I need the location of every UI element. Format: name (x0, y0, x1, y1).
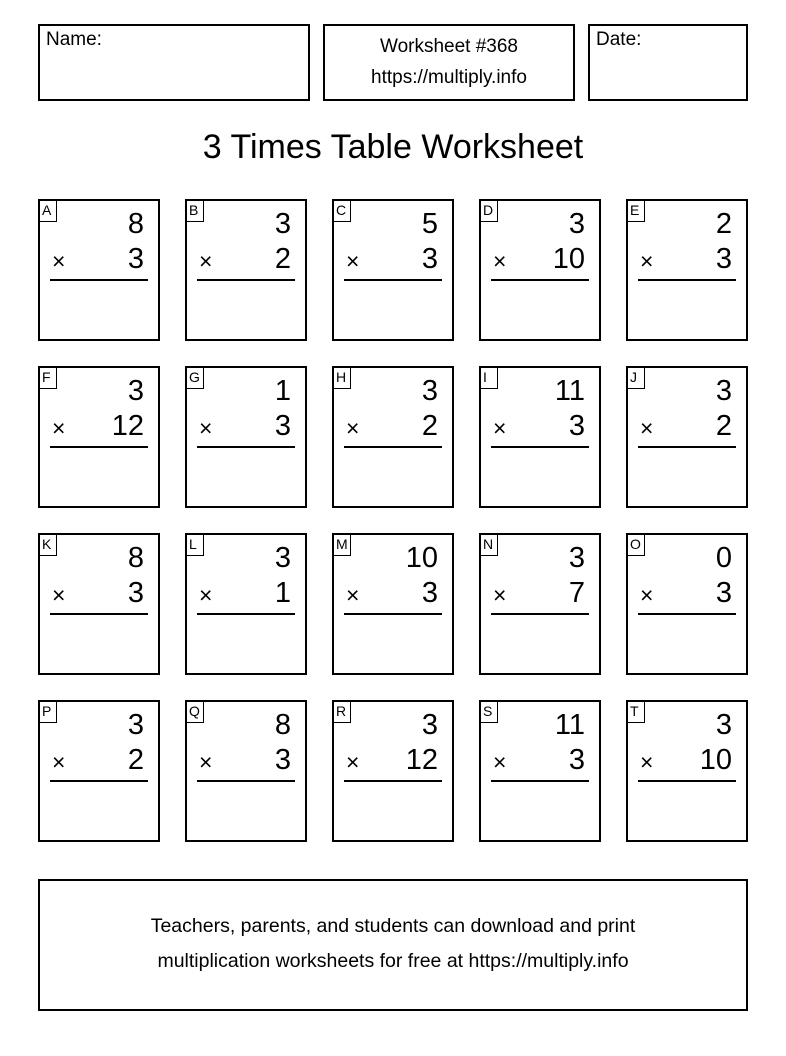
problem-letter: I (481, 368, 498, 389)
problem-multiplicand: 3 (127, 375, 144, 407)
problem-multiplicand: 3 (421, 375, 438, 407)
answer-line (197, 780, 295, 782)
times-sign: × (52, 248, 66, 274)
problem-multiplier: 2 (127, 744, 144, 776)
answer-line (50, 446, 148, 448)
footer-box (38, 879, 748, 1011)
name-label: Name: (46, 29, 102, 50)
times-sign: × (199, 749, 213, 775)
problem-multiplier: 3 (568, 744, 585, 776)
problem-card[interactable] (38, 700, 160, 842)
problem-card[interactable] (332, 366, 454, 508)
problem-multiplier: 2 (421, 410, 438, 442)
problem-letter: C (334, 201, 351, 222)
answer-line (638, 780, 736, 782)
problem-multiplicand: 3 (715, 375, 732, 407)
problem-card[interactable] (185, 366, 307, 508)
answer-line (197, 446, 295, 448)
problem-letter: E (628, 201, 645, 222)
problem-card[interactable] (185, 700, 307, 842)
problem-letter: F (40, 368, 57, 389)
problem-card[interactable] (185, 199, 307, 341)
times-sign: × (199, 415, 213, 441)
times-sign: × (493, 248, 507, 274)
problem-letter: T (628, 702, 645, 723)
problem-multiplier: 3 (421, 243, 438, 275)
times-sign: × (493, 415, 507, 441)
times-sign: × (640, 582, 654, 608)
problem-multiplier: 2 (274, 243, 291, 275)
times-sign: × (640, 749, 654, 775)
problem-card[interactable] (332, 199, 454, 341)
times-sign: × (346, 415, 360, 441)
worksheet-info-box (323, 24, 575, 101)
times-sign: × (640, 415, 654, 441)
problem-card[interactable] (332, 700, 454, 842)
problem-card[interactable] (626, 366, 748, 508)
times-sign: × (52, 582, 66, 608)
answer-line (344, 279, 442, 281)
answer-line (197, 279, 295, 281)
answer-line (344, 780, 442, 782)
problem-letter: M (334, 535, 351, 556)
problem-multiplicand: 3 (421, 709, 438, 741)
times-sign: × (346, 582, 360, 608)
problem-letter: P (40, 702, 57, 723)
problem-multiplicand: 5 (421, 208, 438, 240)
problem-card[interactable] (626, 199, 748, 341)
answer-line (344, 613, 442, 615)
name-box[interactable] (38, 24, 310, 101)
answer-line (344, 446, 442, 448)
page-title: 3 Times Table Worksheet (202, 128, 584, 166)
problem-card[interactable] (38, 366, 160, 508)
problem-multiplicand: 3 (127, 709, 144, 741)
problem-multiplier: 3 (715, 577, 732, 609)
answer-line (197, 613, 295, 615)
problem-multiplier: 3 (715, 243, 732, 275)
problem-multiplicand: 10 (405, 542, 438, 574)
times-sign: × (52, 415, 66, 441)
times-sign: × (640, 248, 654, 274)
answer-line (491, 613, 589, 615)
problem-card[interactable] (185, 533, 307, 675)
answer-line (50, 279, 148, 281)
problem-card[interactable] (332, 533, 454, 675)
times-sign: × (493, 749, 507, 775)
problem-card[interactable] (479, 366, 601, 508)
times-sign: × (199, 248, 213, 274)
problem-card[interactable] (479, 199, 601, 341)
problem-multiplicand: 3 (715, 709, 732, 741)
times-sign: × (346, 248, 360, 274)
problem-letter: G (187, 368, 204, 389)
problem-letter: H (334, 368, 351, 389)
problem-multiplicand: 3 (274, 542, 291, 574)
problem-multiplier: 3 (274, 744, 291, 776)
problem-card[interactable] (479, 533, 601, 675)
answer-line (638, 446, 736, 448)
answer-line (50, 613, 148, 615)
problem-multiplier: 3 (127, 577, 144, 609)
problem-multiplicand: 11 (554, 375, 585, 407)
problem-multiplicand: 11 (554, 709, 585, 741)
problem-multiplicand: 8 (127, 208, 144, 240)
problem-multiplier: 12 (111, 410, 144, 442)
problem-multiplier: 10 (552, 243, 585, 275)
problem-card[interactable] (38, 533, 160, 675)
problem-card[interactable] (626, 700, 748, 842)
times-sign: × (493, 582, 507, 608)
problem-card[interactable] (479, 700, 601, 842)
worksheet-number: Worksheet #368 (379, 36, 518, 57)
problem-multiplier: 3 (568, 410, 585, 442)
problem-letter: J (628, 368, 645, 389)
footer-text (40, 909, 746, 979)
problem-multiplicand: 8 (127, 542, 144, 574)
problem-letter: R (334, 702, 351, 723)
problem-letter: S (481, 702, 498, 723)
problem-card[interactable] (626, 533, 748, 675)
answer-line (638, 279, 736, 281)
answer-line (491, 780, 589, 782)
problem-multiplicand: 3 (568, 208, 585, 240)
problem-letter: N (481, 535, 498, 556)
footer-line-1: Teachers, parents, and students can download and print (150, 915, 636, 937)
date-box[interactable] (588, 24, 748, 101)
answer-line (50, 780, 148, 782)
problem-letter: Q (187, 702, 204, 723)
problem-multiplicand: 8 (274, 709, 291, 741)
problem-multiplier: 2 (715, 410, 732, 442)
problem-letter: L (187, 535, 204, 556)
times-sign: × (199, 582, 213, 608)
problem-multiplier: 3 (127, 243, 144, 275)
problem-multiplicand: 3 (568, 542, 585, 574)
problem-multiplier: 10 (699, 744, 732, 776)
problem-multiplicand: 0 (715, 542, 732, 574)
problem-multiplier: 12 (405, 744, 438, 776)
times-sign: × (52, 749, 66, 775)
problem-multiplier: 7 (568, 577, 585, 609)
footer-line-2: multiplication worksheets for free at https://multiply.info (157, 950, 629, 972)
answer-line (491, 446, 589, 448)
problem-multiplier: 1 (274, 577, 291, 609)
problem-letter: B (187, 201, 204, 222)
problem-letter: A (40, 201, 57, 222)
answer-line (638, 613, 736, 615)
problem-multiplier: 3 (274, 410, 291, 442)
problem-letter: O (628, 535, 645, 556)
problem-card[interactable] (38, 199, 160, 341)
answer-line (491, 279, 589, 281)
times-sign: × (346, 749, 360, 775)
date-label: Date: (596, 29, 642, 50)
problem-multiplicand: 1 (274, 375, 291, 407)
problem-letter: K (40, 535, 57, 556)
problem-multiplier: 3 (421, 577, 438, 609)
problem-multiplicand: 3 (274, 208, 291, 240)
worksheet-url: https://multiply.info (371, 67, 527, 88)
problem-multiplicand: 2 (715, 208, 732, 240)
problem-letter: D (481, 201, 498, 222)
